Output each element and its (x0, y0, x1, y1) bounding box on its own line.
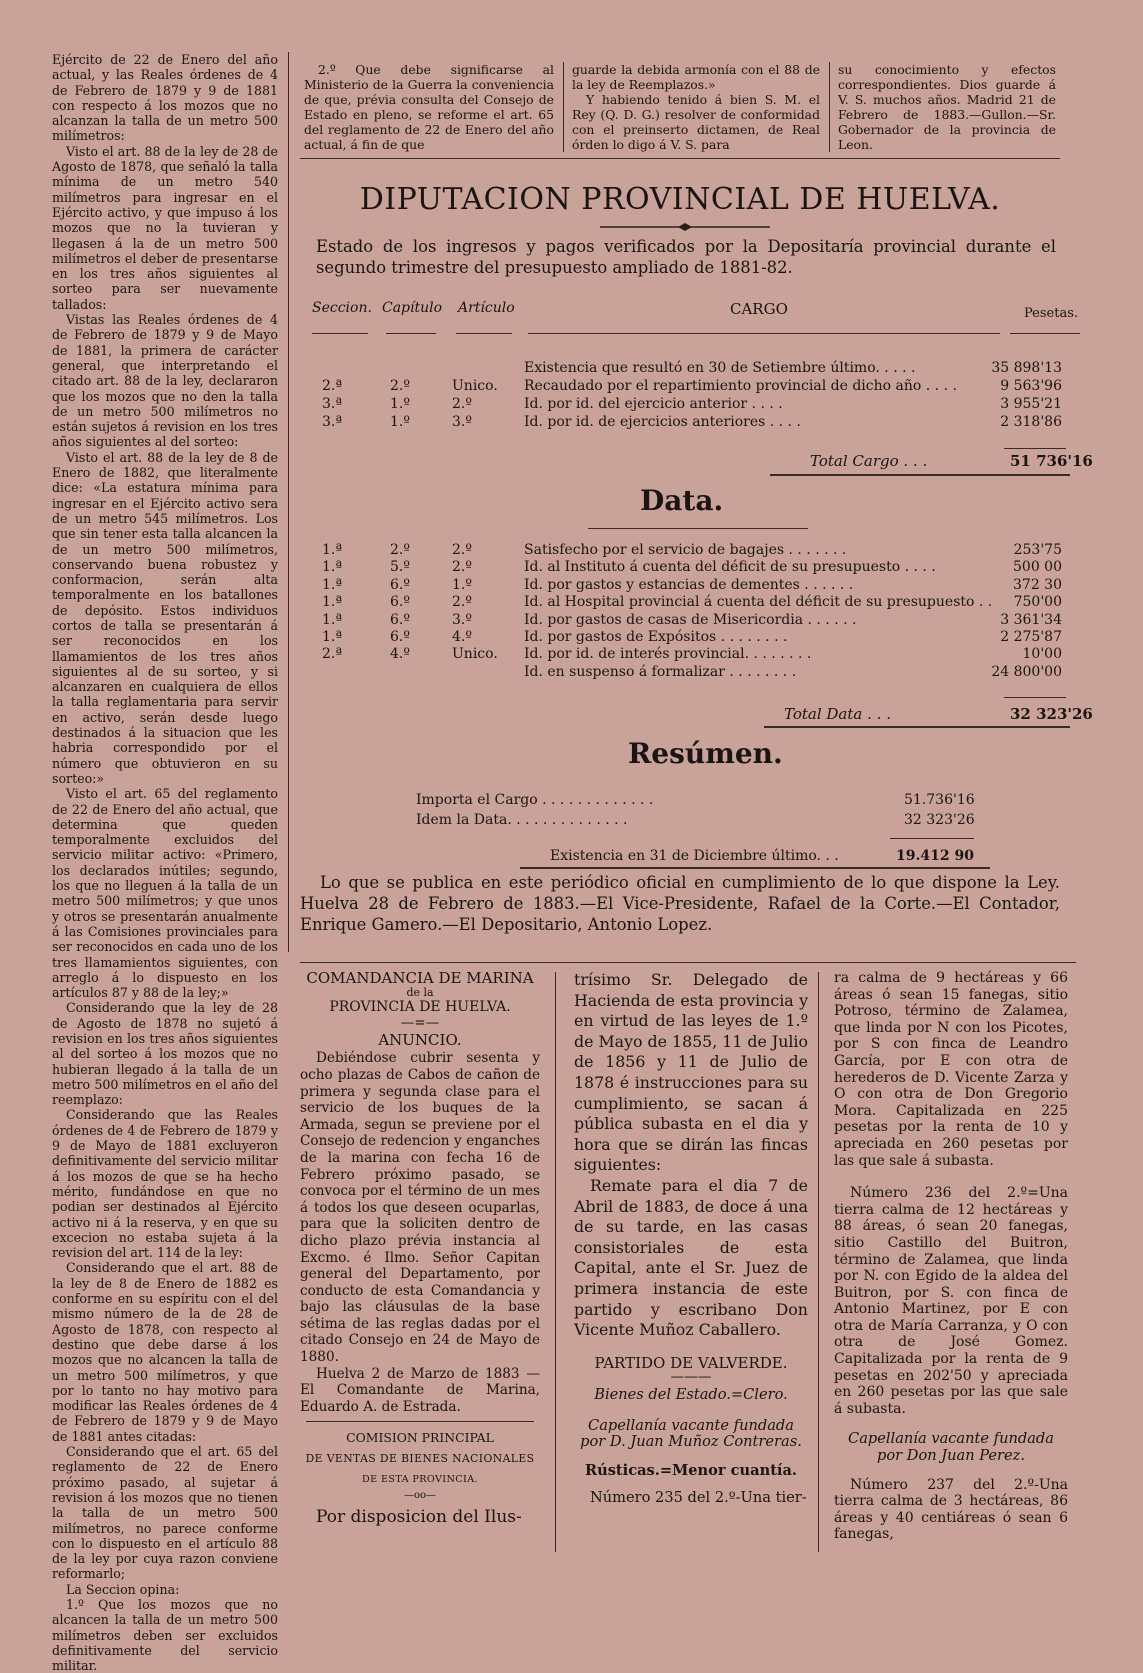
concepto-cell: Id. por gastos y estancias de dementes . . . . . . (524, 576, 854, 593)
capitulo-cell: 1.º (390, 414, 410, 430)
articulo-cell: 2.º (452, 542, 472, 558)
table-row (312, 542, 1082, 559)
header-rule (1010, 333, 1080, 334)
table-row (312, 559, 1082, 576)
column-rule (818, 972, 819, 1552)
seccion-cell: 3.ª (322, 414, 343, 430)
section-rule (306, 1421, 534, 1422)
capitulo-cell: 1.º (390, 396, 410, 412)
concepto-cell: Id. por id. del ejercicio anterior . . . . (524, 396, 783, 412)
importe-cell: 10'00 (1022, 646, 1062, 663)
paragraph: Huelva 2 de Marzo de 1883 — El Comandante de Marina, Eduardo A. de Estrada. (300, 1365, 540, 1415)
top-column-2 (572, 62, 820, 152)
subasta-column (574, 970, 808, 1506)
estado-heading: Estado de los ingresos y pagos verificados por la Depositaría provincial durante el segundo trimestre del presupuesto ampliado de 1881-82. (316, 237, 1056, 277)
seccion-cell: 1.ª (322, 559, 343, 576)
importe-cell: 3 361'34 (1000, 611, 1062, 628)
seccion-cell: 1.ª (322, 629, 343, 645)
marina-title: de la (406, 985, 434, 999)
resumen-data-label: Idem la Data. . . . . . . . . . . . . . (416, 812, 628, 828)
comision-title: DE VENTAS DE BIENES NACIONALES (305, 1452, 535, 1466)
paragraph: Por disposicion del Ilus- (316, 1506, 522, 1527)
paragraph: Ejército de 22 de Enero del año actual, y las Reales órdenes de 4 de Febrero de 1879 y 9 de 1881 con respecto á los mozos que no alcanzan la talla de un metro 500 milímetros: (52, 52, 278, 144)
publication-note (300, 872, 1060, 935)
articulo-cell: Unico. (452, 378, 498, 394)
column-header-capitulo: Capítulo (382, 300, 443, 316)
concepto-cell: Id. por id. de ejercicios anteriores . . . . (524, 414, 801, 430)
table-row (312, 577, 1082, 594)
column-rule (829, 62, 830, 152)
concepto-cell: Id. al Hospital provincial á cuenta del déficit de su presupuesto . . (524, 594, 993, 611)
table-row (312, 360, 1082, 377)
table-row (312, 378, 1082, 395)
paragraph: Vistas las Reales órdenes de 4 de Febrero de 1879 y 9 de Mayo de 1881, la primera de carácter general, que interpretando el citado art. 88 de la ley, declararon que los mozos que no den la talla de un metro 500 milímetros no están sujetos á revision en los tres años siguientes al del sorteo: (52, 312, 278, 450)
paragraph: 2.º Que debe significarse al Ministerio de la Guerra la conveniencia de que, prévia consulta del Consejo de Estado en pleno, se reforme el art. 65 del reglamento de 22 de Enero del año actual, á fin de que (304, 62, 554, 152)
concepto-cell: Existencia que resultó en 30 de Setiembre último. . . . . (524, 360, 916, 376)
capitulo-cell: 2.º (390, 378, 410, 394)
sum-rule (1004, 697, 1066, 698)
total-data-label: Total Data . . . (784, 705, 891, 723)
marina-title: COMANDANCIA DE MARINA (306, 969, 534, 987)
section-rule (300, 962, 1076, 963)
seccion-cell: 1.ª (322, 594, 343, 611)
total-cargo-amount: 51 736'16 (1010, 452, 1093, 470)
table-row (312, 594, 1082, 611)
anuncio-heading: ANUNCIO. (378, 1030, 462, 1049)
concepto-cell: Id. por id. de interés provincial. . . . . . . . (524, 646, 812, 663)
data-title: Data. (640, 484, 724, 517)
paragraph: La Seccion opina: (66, 1581, 180, 1597)
capitulo-cell: 4.º (390, 646, 410, 663)
table-row (312, 396, 1082, 413)
importe-cell: 2 318'86 (1000, 414, 1062, 430)
table-row (312, 646, 1082, 663)
comision-title: COMISION PRINCIPAL (346, 1430, 494, 1446)
resumen-title: Resúmen. (628, 737, 783, 770)
total-rule (520, 867, 990, 869)
marina-column (300, 970, 540, 1527)
paragraph: Debiéndose cubrir sesenta y ocho plazas de Cabos de cañon de primera y segunda clase para el servicio de los buques de la Armada, segun se previene por el Consejo de redencion y enganches de la marina con fecha 16 de Febrero próximo pasado, se convoca por el término de un mes á todos los que deseen ocuparlas, para que la soliciten dentro de dicho plazo prévia instancia al Excmo. é Ilmo. Señor Capitan general del Departamento, por conducto de esta Comandancia y bajo las cláusulas de la base sétima de las reglas dadas por el citado Consejo en 24 de Mayo de 1880. (300, 1050, 540, 1366)
seccion-cell: 2.ª (322, 646, 343, 663)
separator: —oo— (403, 1490, 437, 1502)
paragraph: guarde la debida armonía con el 88 de la ley de Reemplazos.» (572, 62, 820, 92)
sum-rule (890, 838, 974, 839)
capitulo-cell: 6.º (390, 594, 410, 611)
header-rule (386, 333, 436, 334)
paragraph: su conocimiento y efectos correspondientes. Dios guarde á V. S. muchos años. Madrid 21 de Febrero de 1883.—Gullon.—Sr. Gobernador de la provincia de Leon. (838, 62, 1056, 152)
rusticas-heading: Rústicas.=Menor cuantía. (584, 1462, 798, 1480)
paragraph: trísimo Sr. Delegado de Hacienda de esta provincia y en virtud de las leyes de 1.º de Mayo de 1855, 11 de Julio de 1856 y 11 de Julio de 1878 é instrucciones para su cumplimiento, se sacan á pública subasta en el dia y hora que se dirán las fincas siguientes: (574, 970, 808, 1175)
paragraph: Número 236 del 2.º=Una tierra calma de 12 hectáreas y 88 áreas, ó sean 20 fanegas, sitio Castillo del Buitron, término de Zalamea, que linda por N. con Egido de la aldea del Buitron, por S. con finca de Antonio Martinez, por E con otra de María Carranza, y O con otra de José Gomez. Capitalizada por la renta de 9 pesetas en 202'50 y apreciada en 260 pesetas por las que sale á subasta. (834, 1185, 1068, 1417)
total-rule (770, 474, 1070, 476)
concepto-cell: Satisfecho por el servicio de bagajes . . . . . . . (524, 542, 847, 558)
paragraph: ra calma de 9 hectáreas y 66 áreas ó sean 15 fanegas, sitio Potroso, término de Zalamea, que linda por N con los Picotes, por S con finca de Leandro García, por E con otra de herederos de D. Vicente Zarza y O con otra de Don Gregorio Mora. Capitalizada en 225 pesetas por la renta de 10 y apreciada en 260 pesetas por las que sale á subasta. (834, 970, 1068, 1169)
section-rule (300, 158, 1060, 159)
concepto-cell: Id. por gastos de Expósitos . . . . . . . . (524, 629, 788, 645)
seccion-cell: 1.ª (322, 611, 343, 628)
column-header-articulo: Artículo (458, 300, 515, 316)
capellania-heading: Capellanía vacante fundada por D. Juan Muñoz Contreras. (580, 1416, 802, 1451)
capitulo-cell: 6.º (390, 629, 410, 645)
importe-cell: 253'75 (1013, 542, 1062, 558)
concepto-cell: Id. por gastos de casas de Misericordia . . . . . . (524, 611, 857, 628)
column-header-seccion: Seccion. (312, 300, 372, 316)
paragraph: 1.º Que los mozos que no alcancen la talla de un metro 500 milímetros deben ser excluidos definitivamente del servicio militar. (52, 1596, 278, 1673)
column-header-cargo: CARGO (730, 300, 788, 318)
table-row (312, 664, 1082, 681)
existencia-label: Existencia en 31 de Diciembre último. . . (550, 848, 839, 864)
articulo-cell: 3.º (452, 414, 472, 430)
separator: —=— (400, 1015, 440, 1032)
importe-cell: 35 898'13 (991, 360, 1062, 376)
paragraph: Considerando que el art. 65 del reglamento de 22 de Enero próximo pasado, al sujetar á revision á los mozos que no tienen la talla de un metro 500 milímetros, no parece conforme con lo dispuesto en el artículo 88 de la ley por cuya razon conviene reformarlo; (52, 1444, 278, 1582)
sum-rule (1004, 448, 1066, 449)
paragraph: Visto el art. 88 de la ley de 28 de Agosto de 1878, que señaló la talla mínima de un metro 540 milímetros para ingresar en el Ejército activo, y que impuso á los mozos que no la tuvieran y llegasen á la de un metro 500 milímetros el deber de presentarse en los tres años siguientes al sorteo para ser nuevamente tallados: (52, 143, 278, 312)
seccion-cell: 1.ª (322, 542, 343, 558)
header-rule (312, 333, 368, 334)
capitulo-cell: 2.º (390, 542, 410, 558)
paragraph: Número 237 del 2.º-Una tierra calma de 3 hectáreas, 86 áreas y 40 centiáreas ó sean 6 fanegas, (834, 1476, 1068, 1543)
concepto-cell: Id. en suspenso á formalizar . . . . . . . . (524, 663, 797, 680)
seccion-cell: 3.ª (322, 396, 343, 412)
paragraph: Lo que se publica en este periódico oficial en cumplimiento de lo que dispone la Ley. Huelva 28 de Febrero de 1883.—El Vice-Presidente, Rafael de la Corte.—El Contador, Enrique Gamero.—El Depositario, Antonio Lopez. (300, 873, 1060, 934)
left-column (52, 52, 278, 1673)
partido-heading: PARTIDO DE VALVERDE. (594, 1353, 788, 1372)
importe-cell: 372 30 (1013, 576, 1062, 593)
seccion-cell: 1.ª (322, 576, 343, 593)
top-column-1 (304, 62, 554, 152)
header-rule (456, 333, 512, 334)
importe-cell: 24 800'00 (991, 663, 1062, 680)
concepto-cell: Id. al Instituto á cuenta del déficit de su presupuesto . . . . (524, 559, 936, 576)
bienes-heading: Bienes del Estado.=Clero. (594, 1386, 788, 1404)
paragraph: Visto el art. 88 de la ley de 8 de Enero de 1882, que literalmente dice: «La estatura mínima para ingresar en el Ejército activo sera de un metro 545 milímetros. Los que sin tener esta talla alcancen la de un metro 500 milímetros, conservando buena robustez y conformacion, serán alta temporalmente en los batallones de depósito. Estos individuos cortos de talla se presentarán á ser reconocidos en los llamamientos de los tres años siguientes al de su sorteo, y si alcanzaren en cualquiera de ellos la talla reglamentaria para servir en activo, serán desde luego destinados á la situacion que les habria correspondido por el número que obtuvieron en su sorteo:» (52, 449, 278, 786)
paragraph: Considerando que el art. 88 de la ley de 8 de Enero de 1882 es conforme en su espíritu con el del mismo número de la de 28 de Agosto de 1878, con respecto al destino que debe darse á los mozos que no alcancen la talla de un metro 500 milímetros, y que por lo tanto no hay motivo para modificar las Reales órdenes de 4 de Febrero de 1879 y 9 de Mayo de 1881 antes citadas: (52, 1260, 278, 1444)
articulo-cell: 3.º (452, 611, 472, 628)
paragraph: Visto el art. 65 del reglamento de 22 de Enero del año actual, que determina que queden temporalmente excluidos del servicio militar activo: «Primero, los declarados inútiles; segundo, los que no lleguen á la talla de un metro 500 milímetros; y que unos y otros se presentarán anualmente á las Comisiones provinciales para ser reconocidos en cada uno de los tres llamamientos siguientes, con arreglo á lo dispuesto en los artículos 87 y 88 de la ley;» (52, 786, 278, 1001)
paragraph: Remate para el dia 7 de Abril de 1883, de doce á una de su tarde, en las casas consistoriales de esta Capital, ante el Sr. Juez de primera instancia de este partido y escribano Don Vicente Muñoz Caballero. (574, 1175, 808, 1340)
header-rule (528, 333, 1000, 334)
total-data (784, 705, 1093, 723)
comision-title: DE ESTA PROVINCIA. (362, 1473, 478, 1485)
articulo-cell: 2.º (452, 396, 472, 412)
column-rule (563, 62, 564, 152)
capellania-heading: Capellanía vacante fundada por Don Juan Perez. (848, 1430, 1054, 1465)
importe-cell: 9 563'96 (1000, 378, 1062, 394)
table-row (312, 414, 1082, 431)
column-header-pesetas: Pesetas. (1024, 306, 1078, 321)
concepto-cell: Recaudado por el repartimiento provincial de dicho año . . . . (524, 378, 957, 394)
resumen-data-amount: 32 323'26 (904, 812, 975, 828)
articulo-cell: 1.º (452, 576, 472, 593)
importe-cell: 750'00 (1013, 594, 1062, 611)
column-rule (555, 972, 556, 1552)
articulo-cell: 4.º (452, 629, 472, 645)
paragraph: Considerando que las Reales órdenes de 4 de Febrero de 1879 y 9 de Mayo de 1881 excluyeron definitivamente del servicio militar á los mozos de que se ha hecho mérito, fundándose en que no podian ser destinados al Ejército activo ni á la reserva, y en que su excecion no estaba sujeta á la revision del art. 114 de la ley: (52, 1107, 278, 1261)
top-column-3 (838, 62, 1056, 152)
importe-cell: 2 275'87 (1000, 629, 1062, 645)
importe-cell: 500 00 (1013, 559, 1062, 576)
capitulo-cell: 6.º (390, 576, 410, 593)
capitulo-cell: 5.º (390, 559, 410, 576)
articulo-cell: 2.º (452, 559, 472, 576)
seccion-cell: 2.ª (322, 378, 343, 394)
capitulo-cell: 6.º (390, 611, 410, 628)
table-row (312, 629, 1082, 646)
paragraph: Y habiendo tenido á bien S. M. el Rey (Q. D. G.) resolver de conformidad con el preinserto dictamen, de Real órden lo digo á V. S. para (572, 92, 820, 152)
right-bottom-column (834, 970, 1068, 1543)
total-rule (764, 726, 1070, 728)
separator: ——— (670, 1369, 712, 1386)
resumen-cargo-label: Importa el Cargo . . . . . . . . . . . . . (416, 792, 654, 808)
total-cargo (810, 452, 1093, 470)
resumen-cargo-amount: 51.736'16 (904, 792, 975, 808)
table-row (312, 612, 1082, 629)
existencia-amount: 19.412 90 (896, 848, 974, 864)
ornament-rule-icon (600, 222, 770, 232)
column-rule (288, 52, 289, 952)
articulo-cell: 2.º (452, 594, 472, 611)
paragraph: Número 235 del 2.º-Una tier- (590, 1488, 807, 1506)
section-title: DIPUTACION PROVINCIAL DE HUELVA. (359, 182, 1001, 217)
title-rule (588, 528, 808, 529)
importe-cell: 3 955'21 (1000, 396, 1062, 412)
articulo-cell: Unico. (452, 646, 498, 663)
total-data-amount: 32 323'26 (1010, 705, 1093, 723)
paragraph: Considerando que la ley de 28 de Agosto de 1878 no sujetó á revision en los tres años siguientes al del sorteo á los mozos que no hubieran llegado á la talla de un metro 500 milímetros en el año del reemplazo: (52, 1000, 278, 1108)
total-cargo-label: Total Cargo . . . (810, 452, 928, 470)
marina-title: PROVINCIA DE HUELVA. (329, 998, 511, 1015)
